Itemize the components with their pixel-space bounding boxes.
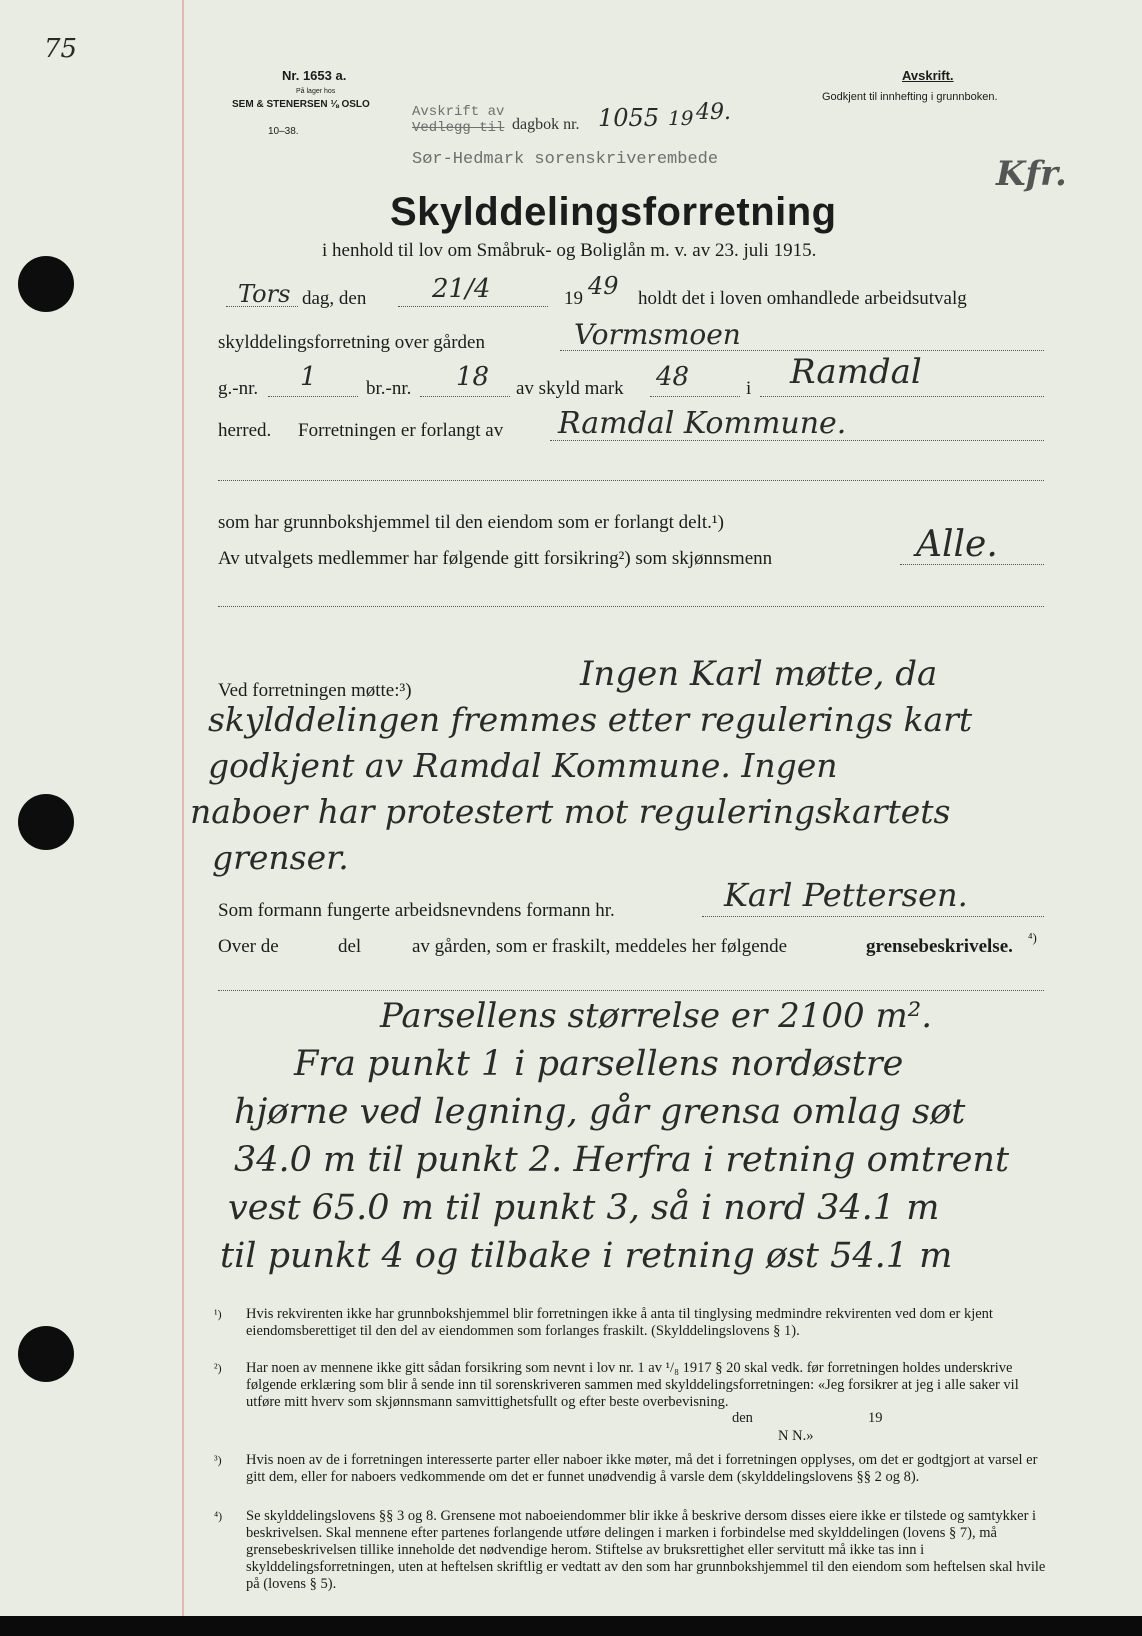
footnote-den-label: den [732,1410,753,1426]
day-label: dag, den [302,288,367,309]
footnote-text: Hvis noen av de i forretningen interesserte parter eller naboer ikke møter, må det i forretningen opplyses, om det er godtgjort at varsel er gitt dem, eller for naboers vedkommende om det er funnet unødvendig å varsle dem (skylddelingslovens §§ 2 og 8). [246,1452,1038,1485]
kfr-note: Kfr. [996,154,1067,194]
footnote-number: ¹) [214,1307,222,1321]
footnote-signature: N N.» [778,1428,814,1444]
av-garden-label: av gården, som er fraskilt, meddeles her følgende [412,936,788,957]
over-de-label: Over de [218,936,279,957]
footnote-2 [214,1360,1052,1411]
utvalg-hand: Alle. [916,524,998,565]
footnote-year-prefix: 19 [868,1410,883,1426]
motte-hand-line: Ingen Karl møtte, da [580,654,938,694]
footnote-number: ³) [214,1453,222,1467]
utvalg-text: Av utvalgets medlemmer har følgende gitt forsikring²) som skjønnsmenn [218,548,773,569]
grense-hand-line: Parsellens størrelse er 2100 m². [380,996,933,1036]
gnr-hand: 1 [300,362,317,392]
footnote-text: Hvis rekvirenten ikke har grunnbokshjemmel blir forretningen ikke å anta til tinglysing medmindre rekvirenten ved dom er kjent eiendomsberettiget til den del av eiendommen som forlanges fraskilt. (Skylddelingslovens § 1). [246,1306,993,1339]
fill-line [650,396,740,397]
date-code: 10–38. [268,126,299,137]
godkjent-label: Godkjent til innhefting i grunnboken. [822,91,998,103]
fill-line [398,306,548,307]
fill-line [218,480,1044,481]
grense-hand-line: hjørne ved legning, går grensa omlag søt [234,1092,966,1132]
footnote-number: ²) [214,1361,222,1375]
farm-hand: Vormsmoen [574,318,741,351]
gnr-label: g.-nr. [218,378,259,399]
weekday-hand: Tors [238,280,291,308]
fill-line [550,440,1044,441]
punch-hole [18,1326,74,1382]
dagbok-number: 1055 [598,104,660,132]
scan-edge [0,1616,1142,1636]
date-hand: 21/4 [432,274,491,304]
motte-label: Ved forretningen møtte:³) [218,680,412,701]
fill-line [218,606,1044,607]
formann-hand: Karl Pettersen. [724,876,968,914]
punch-hole [18,794,74,850]
del-label: del [338,936,362,957]
fill-line [760,396,1044,397]
office-stamp: Sør-Hedmark sorenskriverembede [412,150,719,169]
after-year-text: holdt det i loven omhandlede arbeidsutvalg [638,288,967,309]
herred-hand: Ramdal [790,352,922,392]
brnr-hand: 18 [456,362,490,392]
grense-footnote-ref: ⁴) [1028,930,1037,945]
skyld-label: av skyld mark [516,378,624,399]
grense-hand-line: Fra punkt 1 i parsellens nordøstre [294,1044,904,1084]
page-subtitle: i henhold til lov om Småbruk- og Boliglån m. v. av 23. juli 1915. [322,240,817,261]
grense-hand-line: 34.0 m til punkt 2. Herfra i retning omtrent [234,1140,1010,1180]
page-title: Skylddelingsforretning [390,190,837,234]
formann-label: Som formann fungerte arbeidsnevndens formann hr. [218,900,615,921]
publisher: SEM & STENERSEN ⅛ OSLO [232,99,370,110]
motte-hand-line: naboer har protestert mot reguleringskartets [190,792,951,831]
brnr-label: br.-nr. [366,378,412,399]
footnote-1 [214,1306,1052,1340]
corner-note: 75 [44,34,78,64]
year-hand: 49 [588,272,619,300]
forlangt-label: Forretningen er forlangt av [298,420,504,441]
fill-line [226,306,298,307]
forlangt-hand: Ramdal Kommune. [558,406,847,441]
fill-line [702,916,1044,917]
footnote-3 [214,1452,1052,1486]
motte-hand-line: godkjent av Ramdal Kommune. Ingen [208,746,838,785]
motte-hand-line: grenser. [212,838,349,877]
fill-line [218,990,1044,991]
hjemmel-text: som har grunnbokshjemmel til den eiendom som er forlangt delt.¹) [218,512,724,533]
punch-hole [18,256,74,312]
publisher-small: På lager hos [296,88,336,95]
footnote-text: Har noen av mennene ikke gitt sådan forsikring som nevnt i lov nr. 1 av ¹/₈ 1917 § 20 skal vedk. før forretningen holdes underskrive følgende erklæring som blir å sende inn til sorenskriveren sammen med skylddelingsforretningen: «Jeg forsikrer at jeg i alle saker vil utføre mitt hverv som skjønnsmann samvittighetsfullt og efter beste overbevisning. [246,1360,1019,1410]
fill-line [420,396,510,397]
grense-hand-line: til punkt 4 og tilbake i retning øst 54.1 m [220,1236,953,1276]
fill-line [900,564,1044,565]
motte-hand-line: skylddelingen fremmes etter regulerings kart [208,700,973,739]
skyld-hand: 48 [656,362,690,392]
i-label: i [746,378,752,399]
stamp-line2: Vedlegg til [412,120,505,136]
footnote-4 [214,1508,1052,1593]
dagbok-label: dagbok nr. [512,116,580,133]
margin-rule [182,0,184,1636]
dagbok-year-suffix: 49. [696,100,731,125]
fill-line [268,396,358,397]
footnote-number: ⁴) [214,1509,223,1523]
year-prefix: 19 [564,288,583,309]
footnote-text: Se skylddelingslovens §§ 3 og 8. Grensene mot naboeiendommer blir ikke å beskrive dersom disses eiere ikke er tilstede og samtykker i beskrivelsen. Skal mennene efter partenes forlangende utføre delingen i marken i forbindelse med skylddelingen (lovens § 7), må grensebeskrivelsen tillike inneholde det nødvendige herom. Stiftelse av bruksrettighet eller servitutt må ikke tas inn i skylddelingsforretningen, uten at heftelsen skriftlig er vedtatt av den som har grunnbokshjemmel til den eiendom som heftelsen skal hvile på (lovens § 5). [246,1508,1046,1592]
form-number: Nr. 1653 a. [282,68,347,83]
avskrift-label: Avskrift. [902,68,954,83]
herred-label: herred. [218,420,272,441]
dagbok-year-prefix: 19 [668,106,694,130]
fill-line [560,350,1044,351]
grense-hand-line: vest 65.0 m til punkt 3, så i nord 34.1 m [228,1188,940,1228]
over-farm-label: skylddelingsforretning over gården [218,332,485,353]
grense-label: grensebeskrivelse. [866,936,1013,957]
stamp-line1: Avskrift av [412,104,505,120]
